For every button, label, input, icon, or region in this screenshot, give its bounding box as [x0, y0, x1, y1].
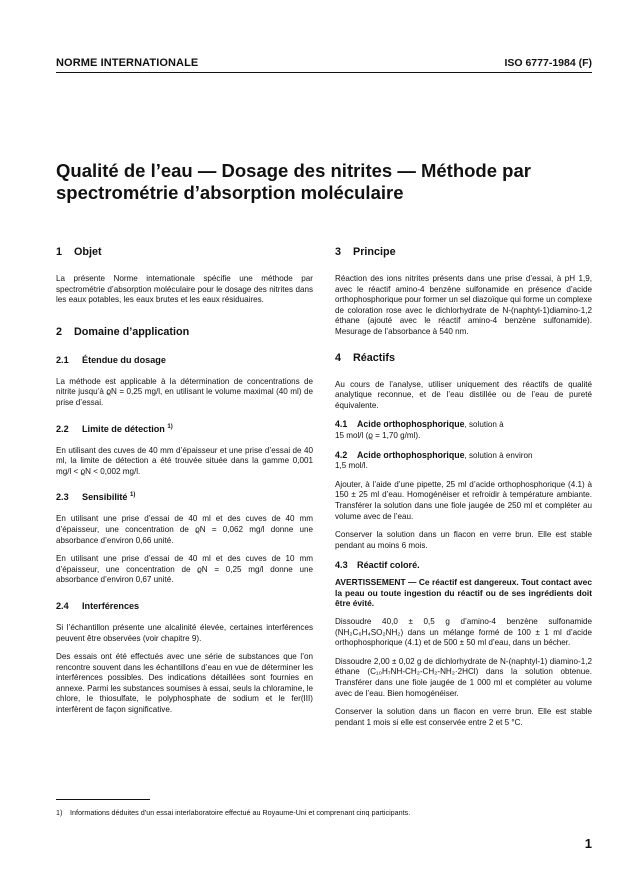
standard-number: ISO 6777-1984 (F)	[504, 57, 592, 69]
footnote: 1) Informations déduites d’un essai interlaboratoire effectué au Royaume-Uni et comprenant cinq participants.	[56, 808, 411, 817]
section-4-2-text-1: Ajouter, à l’aide d’une pipette, 25 ml d’acide orthophosphorique (4.1) à 150 ± 25 ml d’eau. Homogénéiser et refroidir à température ambiante. Transférer la solution dans une fiole jaugée de 250 ml et compléter au volume avec de l’eau.	[335, 479, 592, 521]
right-column	[335, 246, 592, 736]
section-4-2-text-2: Conserver la solution dans un flacon en verre brun. Elle est stable pendant au moins 6 mois.	[335, 530, 592, 550]
section-2-3-text-1: En utilisant une prise d’essai de 40 ml et des cuves de 40 mm d’épaisseur, une concentration de ϱN = 0,062 mg/l donne une absorbance d’environ 0,66 unité.	[56, 514, 313, 545]
section-4-3-heading: 4.3 Réactif coloré.	[335, 560, 420, 571]
safety-warning: AVERTISSEMENT — Ce réactif est dangereux. Tout contact avec la peau ou toute ingestion du réactif ou de ses ingrédients doit être évité.	[335, 577, 592, 609]
footnote-rule	[56, 799, 150, 800]
section-4-intro: Au cours de l’analyse, utiliser uniquement des réactifs de qualité analytique reconnue, et de l’eau distillée ou de l’eau de pureté équivalente.	[335, 379, 592, 410]
section-1-heading: 1 Objet	[56, 246, 102, 258]
header-rule	[56, 72, 592, 73]
section-2-4-heading: 2.4 Interférences	[56, 600, 140, 611]
section-4-3-text-3: Conserver la solution dans un flacon en verre brun. Elle est stable pendant 1 mois si elle est conservée entre 2 et 5 °C.	[335, 707, 592, 727]
section-4-1: 4.1 Acide orthophosphorique, solution à 15 mol/l (ϱ = 1,70 g/ml).	[335, 419, 504, 440]
section-2-3-text-2: En utilisant une prise d’essai de 40 ml et des cuves de 10 mm d’épaisseur, une concentration de ϱN = 0,25 mg/l donne une absorbance d’environ 0,67 unité.	[56, 554, 313, 585]
left-column	[56, 246, 313, 724]
section-2-3-heading: 2.3 Sensibilité $^{1)}$	[56, 492, 136, 503]
standard-label: NORME INTERNATIONALE	[56, 57, 199, 69]
section-2-1-text: La méthode est applicable à la détermination de concentrations de nitrite jusqu’à ϱN = 0,25 mg/l, en utilisant le volume maximal (40 ml) de prise d’essai.	[56, 376, 313, 407]
section-2-2-text: En utilisant des cuves de 40 mm d’épaisseur et une prise d’essai de 40 ml, la limite de détection a été trouvée située dans la gamme 0,001 mg/l < ϱN < 0,002 mg/l.	[56, 445, 313, 476]
document-title	[56, 160, 596, 204]
section-4-2: 4.2 Acide orthophosphorique, solution à environ 1,5 mol/l.	[335, 449, 533, 471]
section-2-1-heading: 2.1 Étendue du dosage	[56, 354, 166, 365]
section-3-heading: 3 Principe	[335, 246, 396, 258]
section-2-4-text-1: Si l’échantillon présente une alcalinité élevée, certaines interférences peuvent être observées (voir chapitre 9).	[56, 622, 313, 643]
section-4-3-text-2: Dissoudre 2,00 ± 0,02 g de dichlorhydrate de N-(naphtyl-1) diamino-1,2 éthane (C₁₀H₇NH-CH₂-CH₂-NH₂·2HCl) dans la solution obtenue. Transférer dans une fiole jaugée de 1 000 ml et compléter au volume avec de l’eau. Bien homogénéiser.	[335, 656, 592, 698]
section-3-text: Réaction des ions nitrites présents dans une prise d’essai, à pH 1,9, avec le réactif amino-4 benzène sulfonamide en présence d’acide orthophosphorique pour former un sel diazoïque qui forme un complexe de coloration rose avec le dichlorhydrate de N-(naphtyl-1)diamino-1,2 éthane (ajouté avec le réactif amino-4 benzène sulfonamide). Mesurage de l’absorbance à 540 nm.	[335, 274, 592, 336]
page-number: 1	[584, 836, 592, 851]
section-2-4-text-2: Des essais ont été effectués avec une série de substances que l’on rencontre souvent dans les échantillons d’eau en vue de déterminer les interférences possibles. Des indications détaillées sont fournies en annexe. Parmi les substances soumises à essai, seuls la chloramine, le chlore, le thiosulfate, le polyphosphate de sodium et le fer(III) interfèrent de façon significative.	[56, 652, 313, 715]
section-1-text: La présente Norme internationale spécifie une méthode par spectrométrie d’absorption moléculaire pour le dosage des nitrites dans les eaux potables, les eaux brutes et les eaux résiduaires.	[56, 274, 313, 305]
title-line-1: Qualité de l’eau — Dosage des nitrites — Méthode par	[56, 160, 531, 181]
section-2-2-heading: 2.2 Limite de détection $^{1)}$	[56, 423, 173, 434]
section-4-heading: 4 Réactifs	[335, 351, 396, 364]
section-4-3-text-1: Dissoudre 40,0 ± 0,5 g d’amino-4 benzène sulfonamide (NH₂C₆H₄SO₂NH₂) dans un mélange formé de 100 ± 1 ml d’acide orthophosphorique (4.1) et de 500 ± 50 ml d’eau, dans un bécher.	[335, 617, 592, 648]
section-2-heading: 2 Domaine d’application	[56, 325, 190, 338]
title-line-2: spectrométrie d’absorption moléculaire	[56, 182, 404, 203]
